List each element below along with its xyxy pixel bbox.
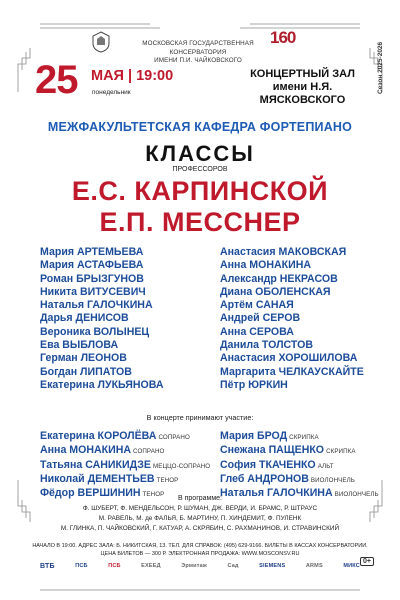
student-name: Анна СЕРОВА — [220, 325, 294, 338]
performer-row — [40, 430, 210, 444]
sponsor-logo: ПСБ — [75, 563, 88, 569]
season-label: Сезон 2025-2026 — [377, 41, 384, 94]
event-day: 25 — [35, 58, 78, 102]
student-name: Мария АСТАФЬЕВА — [40, 259, 144, 272]
performer-role: ВИОЛОНЧЕЛЬ — [310, 476, 355, 484]
student-name: Анастасия МАКОВСКАЯ — [220, 246, 347, 258]
student-name: Дарья ДЕНИСОВ — [40, 312, 129, 325]
performer-role: ТЕНОР — [156, 476, 179, 484]
student-name: Вероника ВОЛЫНЕЦ — [40, 325, 150, 338]
performer-role: СКРИПКА — [326, 448, 356, 456]
event-weekday: понедельник — [92, 89, 131, 96]
performer-name: Мария БРОД — [220, 430, 288, 442]
performer-name: Снежана ПАЩЕНКО — [220, 444, 325, 457]
performer-role: МЕЦЦО-СОПРАНО — [152, 462, 211, 470]
info-line1: НАЧАЛО В 19:00. АДРЕС ЗАЛА: Б. НИКИТСКАЯ, 13. ТЕЛ. ДЛЯ СПРАВОК: (495) 629-9166. БИЛЕТЫ В КАССАХ КОНСЕРВАТОРИИ. — [32, 543, 368, 549]
performer-row — [40, 444, 210, 458]
student-name: Маргарита ЧЕЛКАУСКАЙТЕ — [220, 365, 364, 378]
performer-name: Николай ДЕМЕНТЬЕВ — [40, 472, 155, 485]
performer-row — [220, 459, 379, 473]
sponsor-logo: Сад — [227, 563, 239, 569]
performer-name: Татьяна САНИКИДЗЕ — [40, 458, 151, 471]
performer-name: Наталья ГАЛОЧКИНА — [220, 487, 333, 500]
conservatory-line1: МОСКОВСКАЯ ГОСУДАРСТВЕННАЯ КОНСЕРВАТОРИЯ — [142, 40, 254, 56]
performer-row — [40, 473, 210, 487]
hall-line1: КОНЦЕРТНЫЙ ЗАЛ — [250, 68, 355, 80]
concert-hall — [230, 68, 375, 107]
info-line2: ЦЕНА БИЛЕТОВ — 300 Р. ЭЛЕКТРОННАЯ ПРОДАЖА: WWW.MOSCONSV.RU — [100, 551, 300, 557]
professor-name-2: Е.П. МЕССНЕР — [99, 207, 301, 237]
professors-label: ПРОФЕССОРОВ — [172, 166, 228, 173]
student-name: Анастасия ХОРОШИЛОВА — [220, 352, 358, 365]
performer-role: СОПРАНО — [133, 448, 165, 456]
sponsor-logo: SIEMENS — [259, 563, 286, 569]
performers-left-column — [40, 430, 210, 501]
sponsor-strip — [40, 560, 360, 572]
composers-line: М. ГЛИНКА, П. ЧАЙКОВСКИЙ, Г. КАТУАР, А. СКРЯБИН, С. РАХМАНИНОВ, И. СТРАВИНСКИЙ — [60, 525, 340, 533]
conservatory-name — [118, 40, 278, 66]
sponsor-logo: ПСБ — [108, 563, 121, 569]
performer-role: ТЕНОР — [142, 491, 165, 499]
student-name: Богдан ЛИПАТОВ — [40, 365, 132, 378]
performer-row — [40, 459, 210, 473]
performer-name: Фёдор ВЕРШИНИН — [40, 487, 141, 500]
program-label: В программе: — [178, 495, 222, 502]
performer-name: Екатерина КОРОЛЁВА — [40, 430, 157, 442]
professor-name-1: Е.С. КАРПИНСКОЙ — [71, 176, 329, 206]
event-info — [15, 542, 385, 558]
event-month-time: МАЯ | 19:00 — [91, 68, 174, 84]
performer-name: Глеб АНДРОНОВ — [220, 472, 309, 485]
hall-line2: имени Н.Я. МЯСКОВСКОГО — [259, 81, 346, 106]
sponsor-logo: ЕХЕЕД — [141, 563, 161, 569]
participation-label: В концерте принимают участие: — [146, 413, 254, 422]
performer-name: София ТКАЧЕНКО — [220, 458, 316, 471]
performer-row — [220, 444, 379, 458]
student-name: Диана ОБОЛЕНСКАЯ — [220, 285, 331, 298]
student-name: Герман ЛЕОНОВ — [40, 352, 127, 365]
student-name: Андрей СЕРОВ — [220, 312, 301, 325]
student-name: Пётр ЮРКИН — [220, 378, 288, 391]
performer-role: ВИОЛОНЧЕЛЬ — [334, 491, 379, 499]
student-name: Александр НЕКРАСОВ — [220, 272, 338, 285]
performer-role: СКРИПКА — [289, 434, 319, 441]
program-composers — [15, 504, 385, 535]
student-name: Артём САНАЯ — [220, 299, 294, 312]
student-name: Роман БРЫЗГУНОВ — [40, 272, 144, 285]
performer-row — [220, 473, 379, 487]
performer-name: Анна МОНАКИНА — [40, 444, 132, 457]
sponsor-logo: ARMS — [305, 563, 323, 569]
department-title: МЕЖФАКУЛЬТЕТСКАЯ КАФЕДРА ФОРТЕПИАНО — [47, 120, 353, 134]
performer-role: АЛЬТ — [317, 462, 334, 470]
anniversary-number: 160 — [270, 28, 296, 47]
composers-line: М. РАВЕЛЬ, М. де ФАЛЬЯ, Б. МАРТИНУ, П. ХИНДЕМИТ, Ф. ПУЛЕНК — [98, 515, 302, 523]
sponsor-logo: ВТБ — [40, 562, 55, 570]
composers-line: Ф. ШУБЕРТ, Ф. МЕНДЕЛЬСОН, Р. ШУМАН, ДЖ. ВЕРДИ, И. БРАМС, Р. ШТРАУС — [82, 505, 318, 512]
anniversary-logo — [270, 28, 312, 50]
sponsor-logo: МИКС — [343, 563, 360, 569]
performer-row — [220, 430, 379, 444]
student-name: Екатерина ЛУКЬЯНОВА — [40, 378, 164, 391]
student-name: Данила ТОЛСТОВ — [220, 339, 314, 352]
performers-right-column — [220, 430, 379, 501]
student-name: Никита ВИТУСЕВИЧ — [40, 285, 146, 298]
classes-title: КЛАССЫ — [145, 141, 255, 166]
age-rating-badge: 0+ — [360, 557, 374, 566]
student-name: Ева ВЫБЛОВА — [40, 339, 119, 352]
student-name: Мария АРТЕМЬЕВА — [40, 246, 144, 258]
student-name: Анна МОНАКИНА — [220, 259, 312, 272]
students-right-column — [220, 246, 364, 392]
student-name: Наталья ГАЛОЧКИНА — [40, 299, 153, 312]
students-left-column — [40, 246, 164, 392]
performer-role: СОПРАНО — [158, 434, 190, 441]
conservatory-crest-icon — [90, 31, 112, 53]
sponsor-logo: Эрмитаж — [181, 563, 207, 569]
conservatory-line2: ИМЕНИ П.И. ЧАЙКОВСКОГО — [154, 57, 242, 64]
